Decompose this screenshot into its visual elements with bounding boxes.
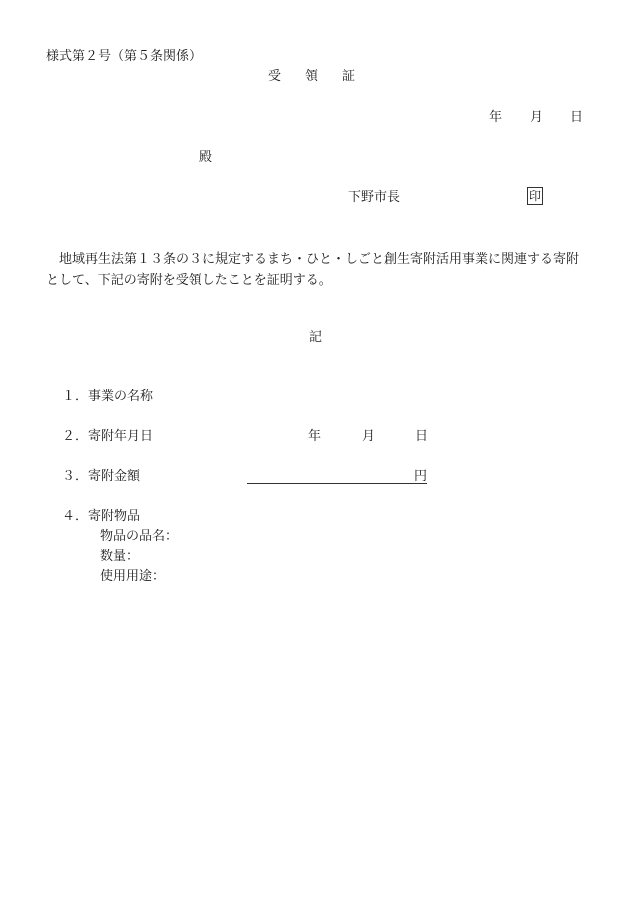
item-donation-amount: ３．寄附金額 <box>62 469 141 484</box>
donation-date-day: 日 <box>415 429 429 444</box>
goods-usage-label: 使用用途： <box>100 569 166 584</box>
donation-date-year: 年 <box>308 429 322 444</box>
item-donation-date: ２．寄附年月日 <box>62 429 154 444</box>
seal-mark: 印 <box>529 189 542 203</box>
form-number: 様式第２号（第５条関係） <box>46 49 203 64</box>
document-title <box>268 70 355 83</box>
amount-underline <box>247 483 427 484</box>
issue-date-year: 年 <box>489 110 503 125</box>
addressee-suffix: 殿 <box>199 150 213 165</box>
title-char: 領 <box>305 69 319 84</box>
item-donated-goods: ４．寄附物品 <box>62 509 141 524</box>
issue-date-day: 日 <box>570 110 584 125</box>
goods-quantity-label: 数量： <box>100 549 140 564</box>
amount-unit: 円 <box>414 469 428 484</box>
title-char: 受 <box>268 69 282 84</box>
goods-name-label: 物品の品名： <box>100 529 179 544</box>
ki-heading: 記 <box>309 330 323 345</box>
issuer-name: 下野市長 <box>348 190 401 205</box>
title-char: 証 <box>342 69 356 84</box>
item-project-name: １．事業の名称 <box>62 389 154 404</box>
issue-date-month: 月 <box>530 110 544 125</box>
certification-text: 地域再生法第１３条の３に規定するまち・ひと・しごと創生寄附活用事業に関連する寄附として、下記の寄附を受領したことを証明する。 <box>46 252 580 288</box>
donation-date-month: 月 <box>362 429 376 444</box>
